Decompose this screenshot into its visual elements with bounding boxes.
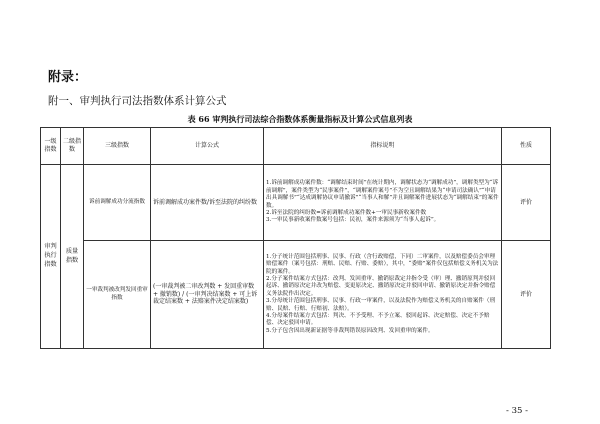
- description-cell: [264, 241, 502, 349]
- description-line: 3.一审民事新收案件数案号包括：民初，案件来源须为“当事人起诉”。: [266, 217, 440, 224]
- description-line: 1.分子统计范围包括刑事、民事、行政（含行政赔偿，下同）二审案件，以及赔偿委员会审理赔偿案件（案号包括：刑赔、民赔、行赔、委赔），其中，“委赔”案件仅包括赔偿义务机关为法院的案件。: [266, 253, 499, 275]
- appendix-title: 附录：: [48, 70, 88, 85]
- table-row: [41, 241, 551, 349]
- description-line: 1.诉前调解成功案件数：“调解结束时间”在统计期内，调解状态为“调解成功”，调解类型为“诉前调解”，案件类型为“民事案件”，“调解案件案号”不为空且调解结果为“申请司法确认”“申请出具调解书”“达成调解协议申请撤诉”“当事人和解”并且调解案件进展状态为“调解结束”的案件数。: [266, 180, 499, 209]
- nature-cell: 评价: [502, 165, 551, 241]
- description-line: 4.分母案件结案方式包括：判决、不予受理、不予立案、驳回起诉、决定赔偿、决定不予赔偿、决定驳回申请。: [266, 312, 490, 327]
- formula-cell: 诉前调解成功案件数/诉至法院的纠纷数: [151, 165, 264, 241]
- header-level3: 三级指数: [84, 128, 151, 165]
- level1-cell: 审判执行指数: [41, 165, 61, 349]
- page-number: - 35 -: [506, 406, 528, 416]
- formula-cell: (一审裁判被二审改判数 + 发回重审数 + 撤销数) / (一审判决结案数 + 可上诉裁定结案数 + 法赔案件决定结案数): [151, 241, 264, 349]
- section-title: 附一、审判执行司法指数体系计算公式: [48, 95, 227, 107]
- header-level1: 一级指数: [41, 128, 61, 165]
- table-header-row: [41, 128, 551, 165]
- description-line: 2.诉至法院的纠纷数=诉前调解成功案件数+一审民事新收案件数: [266, 209, 427, 216]
- level2-cell: 质量指数: [61, 165, 84, 349]
- nature-cell: 评价: [502, 241, 551, 349]
- description-line: 5.分子包含因出现新证据等非裁判错误原因改判、发回重审的案件。: [266, 327, 434, 334]
- header-description: 指标说明: [264, 128, 502, 165]
- description-cell: [264, 165, 502, 241]
- header-formula: 计算公式: [151, 128, 264, 165]
- description-line: 3.分母统计范围包括刑事、民事、行政一审案件，以及法院作为赔偿义务机关的自赔案件（刑赔、民赔、行赔、行赔初、法赔）。: [266, 298, 496, 312]
- indicator-table: [40, 127, 551, 349]
- level3-cell: 诉前调解成功分流指数: [84, 165, 151, 241]
- level3-cell: 一审裁判被改判发回重审指数: [84, 241, 151, 349]
- table-row: [41, 165, 551, 241]
- table-caption: 表 66 审判执行司法综合指数体系衡量指标及计算公式信息列表: [187, 114, 413, 124]
- header-level2: 二级指数: [61, 128, 84, 165]
- header-nature: 性质: [502, 128, 551, 165]
- description-line: 2.分子案件结案方式包括：改判、发回重审、撤销原裁定并指令受（审）理、撤销原判并驳回起诉、撤销原决定并改为赔偿、变更原决定、撤销原决定并驳回申请、撤销原决定并指令赔偿义务法院作出决定。: [266, 276, 496, 297]
